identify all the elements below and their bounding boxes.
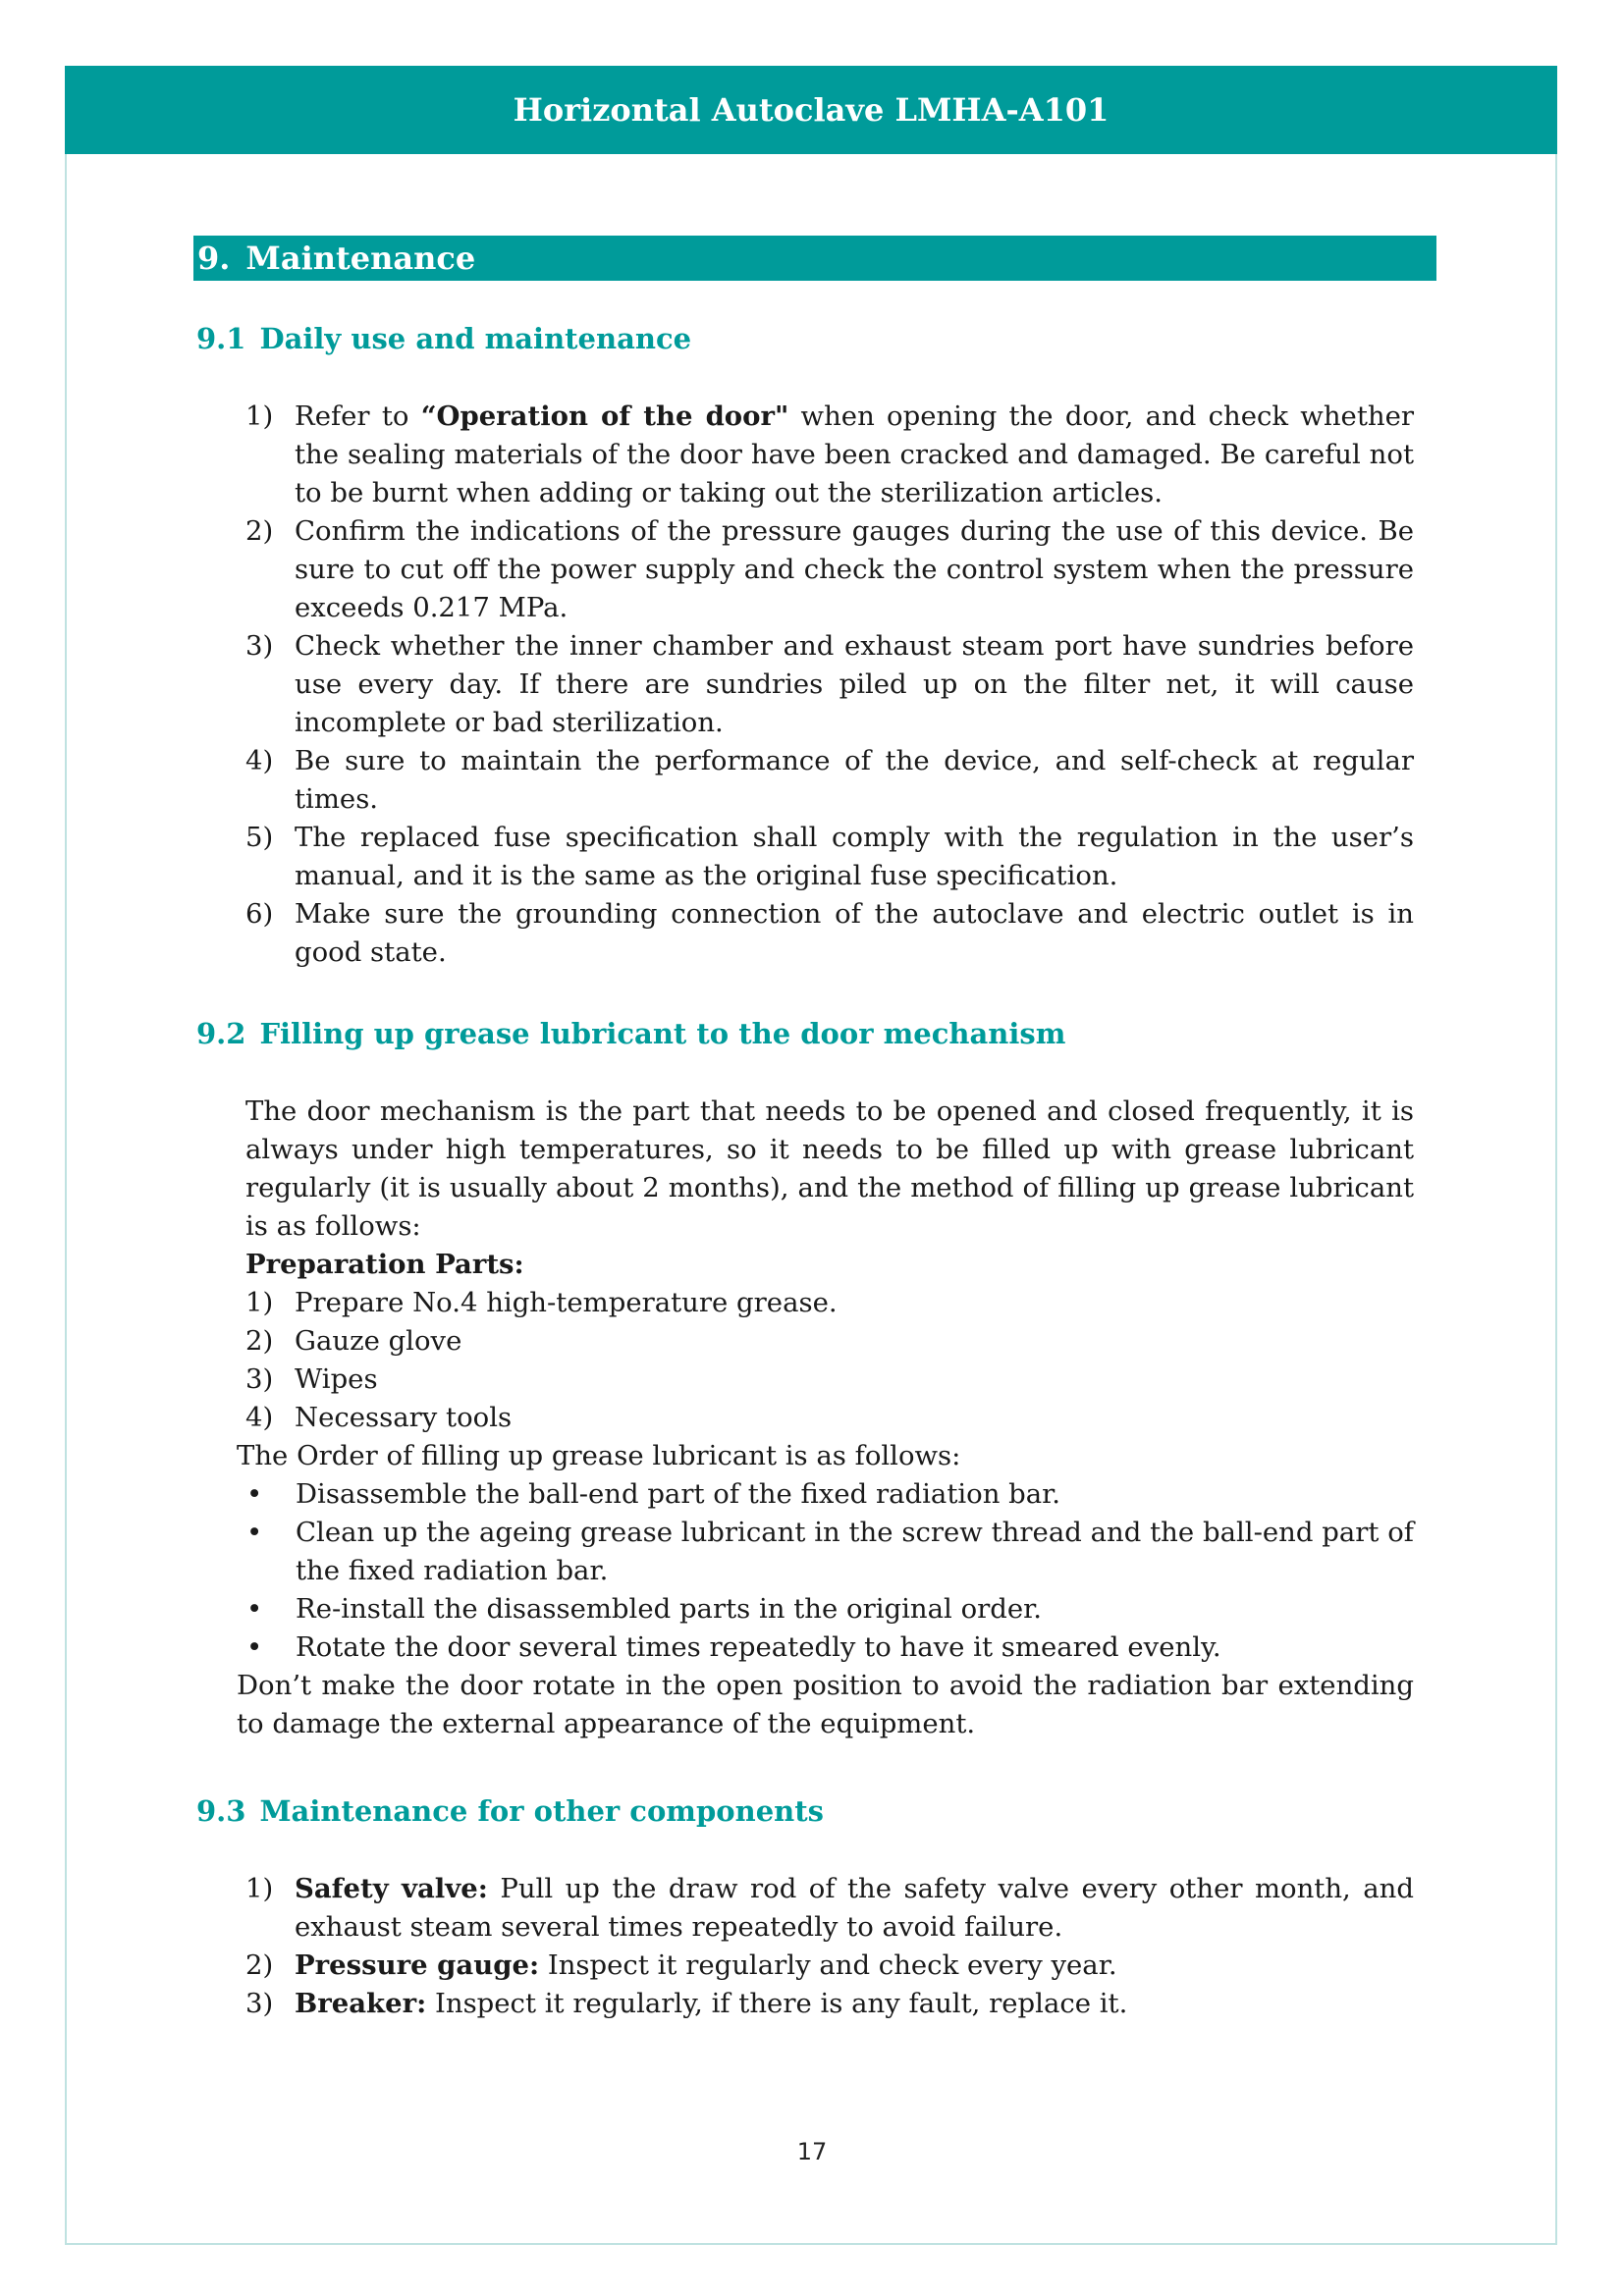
subsection-number: 9.3 bbox=[196, 1794, 246, 1828]
list-item: 2) Confirm the indications of the pressure gauges during the use of this device. Be sure to cut off the power supply and check the control system when the pressure exceeds 0.217 MPa. bbox=[245, 515, 1414, 623]
daily-maintenance-list bbox=[245, 398, 1414, 972]
list-item: 6) Make sure the grounding connection of the autoclave and electric outlet is in good state. bbox=[245, 898, 1414, 968]
subsection-title: Filling up grease lubricant to the door mechanism bbox=[259, 1017, 1066, 1050]
document-header bbox=[65, 66, 1557, 154]
section-title: Maintenance bbox=[245, 240, 476, 277]
component-name: Breaker: bbox=[295, 1988, 427, 2019]
list-item: 2) Pressure gauge: Inspect it regularly and check every year. bbox=[245, 1949, 1117, 1981]
list-item: 2) Gauze glove bbox=[245, 1325, 462, 1357]
subsection-title: Daily use and maintenance bbox=[259, 322, 692, 355]
component-name: Pressure gauge: bbox=[295, 1949, 540, 1981]
other-components-list bbox=[245, 1870, 1414, 2023]
subsection-heading-9-2 bbox=[196, 1017, 1065, 1050]
bullet-icon: • bbox=[246, 1517, 263, 1548]
order-heading: The Order of filling up grease lubricant is as follows: bbox=[237, 1440, 961, 1471]
subsection-number: 9.2 bbox=[196, 1017, 246, 1050]
bullet-icon: • bbox=[246, 1478, 263, 1510]
bullet-icon: • bbox=[246, 1593, 263, 1625]
order-steps-list bbox=[237, 1475, 1414, 1667]
list-item: • Re-install the disassembled parts in the original order. bbox=[237, 1590, 1414, 1629]
page-number: 17 bbox=[796, 2138, 828, 2165]
warning-paragraph: Don’t make the door rotate in the open position to avoid the radiation bar extending to damage the external appearance of the equipment. bbox=[237, 1670, 1414, 1739]
header-title: Horizontal Autoclave LMHA-A101 bbox=[513, 91, 1110, 129]
list-item: 1) Prepare No.4 high-temperature grease. bbox=[245, 1287, 838, 1318]
list-item: 3) Breaker: Inspect it regularly, if there is any fault, replace it. bbox=[245, 1988, 1128, 2019]
preparation-parts-list bbox=[245, 1284, 1414, 1437]
list-item: 1) Refer to “Operation of the door" when opening the door, and check whether the sealing materials of the door have been cracked and damaged. Be careful not to be burnt when adding or taking out the sterilization articles. bbox=[245, 400, 1415, 508]
door-operation-reference: “Operation of the door" bbox=[420, 400, 789, 432]
list-item: • Clean up the ageing grease lubricant in the screw thread and the ball-end part of the fixed radiation bar. bbox=[237, 1514, 1414, 1590]
subsection-number: 9.1 bbox=[196, 322, 246, 355]
subsection-heading-9-1 bbox=[196, 322, 691, 355]
section-number: 9. bbox=[197, 240, 231, 277]
list-item: 1) Safety valve: Pull up the draw rod of the safety valve every other month, and exhaust steam several times repeatedly to avoid failure. bbox=[245, 1873, 1414, 1943]
preparation-parts-heading: Preparation Parts: bbox=[245, 1249, 524, 1280]
subsection-title: Maintenance for other components bbox=[259, 1794, 824, 1828]
list-item: • Rotate the door several times repeatedly to have it smeared evenly. bbox=[237, 1629, 1414, 1667]
bullet-icon: • bbox=[246, 1631, 263, 1663]
list-item: 4) Necessary tools bbox=[245, 1402, 513, 1433]
list-item: 3) Check whether the inner chamber and exhaust steam port have sundries before use every day. If there are sundries piled up on the filter net, it will cause incomplete or bad sterilization. bbox=[245, 630, 1414, 738]
grease-section-body bbox=[245, 1093, 1414, 1437]
subsection-heading-9-3 bbox=[196, 1794, 824, 1828]
grease-intro-paragraph: The door mechanism is the part that needs to be opened and closed frequently, it is always under high temperatures, so it needs to be filled up with grease lubricant regularly (it is usually about 2 months), and the method of filling up grease lubricant is as follows: bbox=[245, 1095, 1414, 1242]
list-item: 4) Be sure to maintain the performance of the device, and self-check at regular times. bbox=[245, 745, 1414, 815]
grease-order-block bbox=[237, 1437, 1414, 1743]
component-name: Safety valve: bbox=[295, 1873, 488, 1904]
section-heading bbox=[193, 236, 1436, 281]
list-item: 5) The replaced fuse specification shall comply with the regulation in the user’s manual, and it is the same as the original fuse specification. bbox=[245, 822, 1414, 891]
list-item: • Disassemble the ball-end part of the fixed radiation bar. bbox=[237, 1475, 1414, 1514]
list-item: 3) Wipes bbox=[245, 1363, 378, 1395]
